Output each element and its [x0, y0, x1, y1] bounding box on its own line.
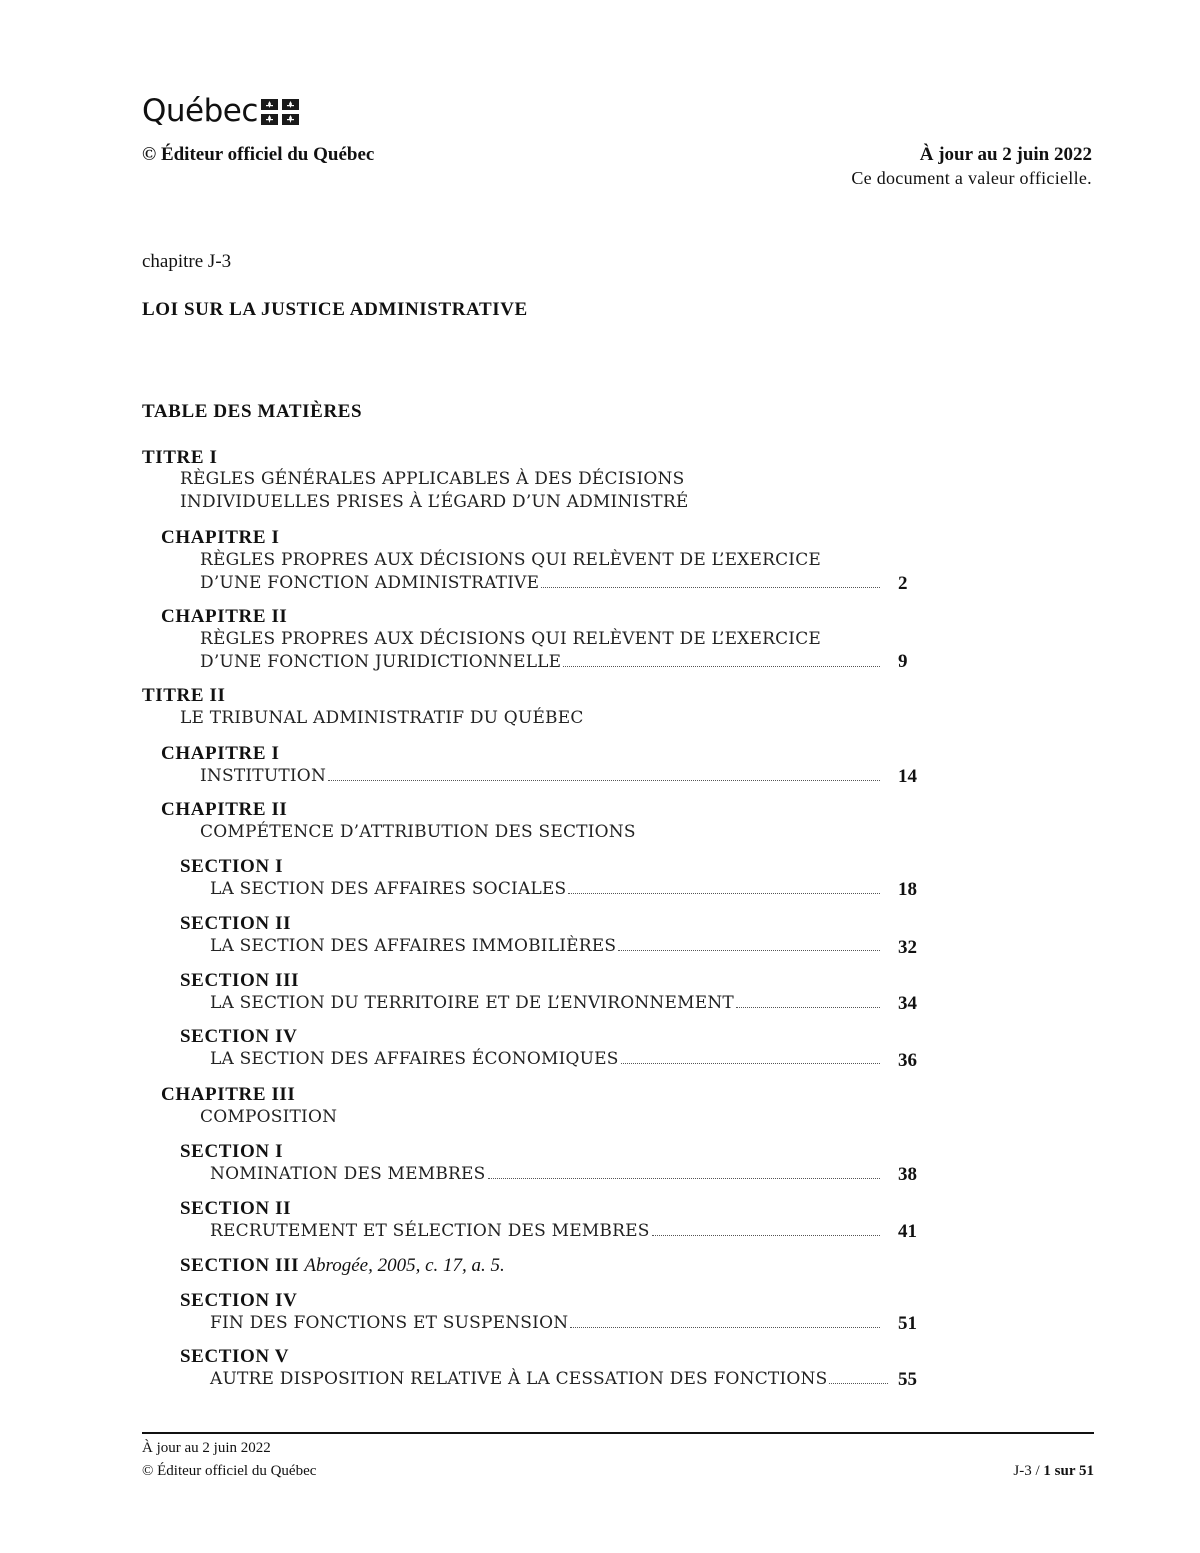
- toc-page-number: 34: [898, 993, 917, 1014]
- dot-leader: [570, 1327, 880, 1328]
- toc-t2-chapitre-2-label: CHAPITRE II: [161, 799, 288, 820]
- toc-t2-ch3-section-4-label: SECTION IV: [180, 1290, 298, 1311]
- toc-t2-ch3-section-2-link[interactable]: [210, 1220, 882, 1243]
- footer-divider: [142, 1432, 1094, 1434]
- toc-desc-line: RÈGLES PROPRES AUX DÉCISIONS QUI RELÈVENT DE L’EXERCICE: [200, 629, 822, 649]
- toc-desc-line: RECRUTEMENT ET SÉLECTION DES MEMBRES: [210, 1221, 650, 1241]
- dot-leader: [541, 587, 880, 588]
- toc-t1-chapitre-2-link[interactable]: [200, 628, 882, 674]
- toc-t1-chapitre-1-label: CHAPITRE I: [161, 527, 280, 548]
- update-date: À jour au 2 juin 2022: [919, 144, 1092, 165]
- toc-desc-line: D’UNE FONCTION JURIDICTIONNELLE: [200, 652, 562, 672]
- repeal-note: Abrogée, 2005, c. 17, a. 5.: [304, 1255, 505, 1276]
- dot-leader: [488, 1178, 881, 1179]
- toc-page-number: 41: [898, 1221, 917, 1242]
- toc-t2-chapitre-3-desc: [200, 1106, 882, 1129]
- toc-t2-ch3-section-5-link[interactable]: [210, 1368, 890, 1391]
- chapter-reference: chapitre J-3: [142, 251, 232, 272]
- dot-leader: [829, 1383, 888, 1384]
- toc-page-number: 9: [898, 651, 908, 672]
- toc-desc-line: COMPÉTENCE D’ATTRIBUTION DES SECTIONS: [200, 822, 636, 842]
- toc-desc-line: LA SECTION DES AFFAIRES ÉCONOMIQUES: [210, 1049, 619, 1069]
- dot-leader: [621, 1063, 880, 1064]
- toc-t2-ch2-section-3-link[interactable]: [210, 992, 882, 1015]
- toc-desc-line: RÈGLES PROPRES AUX DÉCISIONS QUI RELÈVENT DE L’EXERCICE: [200, 550, 822, 570]
- publisher-copyright: © Éditeur officiel du Québec: [142, 144, 375, 165]
- toc-desc-line: RÈGLES GÉNÉRALES APPLICABLES À DES DÉCISIONS: [180, 469, 685, 489]
- quebec-logo: [142, 93, 299, 129]
- footer-page-info: 1 sur 51: [1043, 1463, 1094, 1479]
- toc-page-number: 51: [898, 1313, 917, 1334]
- dot-leader: [568, 893, 880, 894]
- footer-doc-ref: J-3 /: [1013, 1463, 1040, 1479]
- toc-section-label: SECTION III: [180, 1255, 300, 1276]
- toc-desc-line: D’UNE FONCTION ADMINISTRATIVE: [200, 573, 540, 593]
- toc-t2-ch2-section-4-label: SECTION IV: [180, 1026, 298, 1047]
- toc-page-number: 55: [898, 1369, 917, 1390]
- toc-desc-line: LA SECTION DES AFFAIRES SOCIALES: [210, 879, 567, 899]
- toc-page-number: 2: [898, 573, 908, 594]
- toc-desc-line: INSTITUTION: [200, 766, 327, 786]
- toc-titre-1-desc: [180, 468, 880, 514]
- toc-titre-1-label: TITRE I: [142, 447, 218, 468]
- toc-titre-2-desc: [180, 707, 880, 730]
- toc-t2-ch2-section-1-label: SECTION I: [180, 856, 284, 877]
- footer-publisher: © Éditeur officiel du Québec: [142, 1463, 317, 1479]
- toc-t2-ch2-section-3-label: SECTION III: [180, 970, 300, 991]
- toc-page-number: 18: [898, 879, 917, 900]
- toc-t2-ch2-section-2-link[interactable]: [210, 935, 882, 958]
- toc-titre-2-label: TITRE II: [142, 685, 226, 706]
- toc-t2-ch2-section-4-link[interactable]: [210, 1048, 882, 1071]
- fleur-de-lis-flag-icon: [261, 99, 299, 125]
- toc-t2-ch3-section-2-label: SECTION II: [180, 1198, 292, 1219]
- toc-heading: TABLE DES MATIÈRES: [142, 401, 363, 422]
- toc-desc-line: COMPOSITION: [200, 1107, 338, 1127]
- toc-t2-ch3-section-1-link[interactable]: [210, 1163, 882, 1186]
- toc-t2-ch3-section-3: [180, 1255, 505, 1277]
- toc-page-number: 38: [898, 1164, 917, 1185]
- toc-desc-line: LA SECTION DU TERRITOIRE ET DE L’ENVIRONNEMENT: [210, 993, 734, 1013]
- toc-t1-chapitre-1-link[interactable]: [200, 549, 882, 595]
- toc-desc-line: AUTRE DISPOSITION RELATIVE À LA CESSATION DES FONCTIONS: [210, 1369, 828, 1389]
- toc-t2-ch2-section-1-link[interactable]: [210, 878, 882, 901]
- dot-leader: [652, 1235, 880, 1236]
- official-notice: Ce document a valeur officielle.: [851, 168, 1092, 188]
- toc-t2-ch3-section-5-label: SECTION V: [180, 1346, 290, 1367]
- dot-leader: [618, 950, 880, 951]
- toc-desc-line: INDIVIDUELLES PRISES À L’ÉGARD D’UN ADMINISTRÉ: [180, 492, 689, 512]
- footer-page-indicator: [1013, 1463, 1094, 1480]
- footer-update-date: À jour au 2 juin 2022: [142, 1440, 271, 1456]
- toc-t2-chapitre-1-label: CHAPITRE I: [161, 743, 280, 764]
- toc-page-number: 32: [898, 937, 917, 958]
- toc-desc-line: LA SECTION DES AFFAIRES IMMOBILIÈRES: [210, 936, 617, 956]
- law-title: LOI SUR LA JUSTICE ADMINISTRATIVE: [142, 299, 528, 320]
- toc-desc-line: NOMINATION DES MEMBRES: [210, 1164, 486, 1184]
- toc-desc-line: LE TRIBUNAL ADMINISTRATIF DU QUÉBEC: [180, 708, 584, 728]
- dot-leader: [563, 666, 880, 667]
- toc-t2-ch2-section-2-label: SECTION II: [180, 913, 292, 934]
- toc-t2-chapitre-1-link[interactable]: [200, 765, 882, 788]
- toc-page-number: 36: [898, 1050, 917, 1071]
- dot-leader: [328, 780, 880, 781]
- toc-t2-chapitre-3-label: CHAPITRE III: [161, 1084, 296, 1105]
- toc-t2-ch3-section-1-label: SECTION I: [180, 1141, 284, 1162]
- toc-desc-line: FIN DES FONCTIONS ET SUSPENSION: [210, 1313, 569, 1333]
- toc-t1-chapitre-2-label: CHAPITRE II: [161, 606, 288, 627]
- toc-page-number: 14: [898, 766, 917, 787]
- logo-wordmark: Québec: [142, 93, 258, 129]
- toc-t2-ch3-section-4-link[interactable]: [210, 1312, 882, 1335]
- toc-t2-chapitre-2-desc: [200, 821, 882, 844]
- dot-leader: [736, 1007, 880, 1008]
